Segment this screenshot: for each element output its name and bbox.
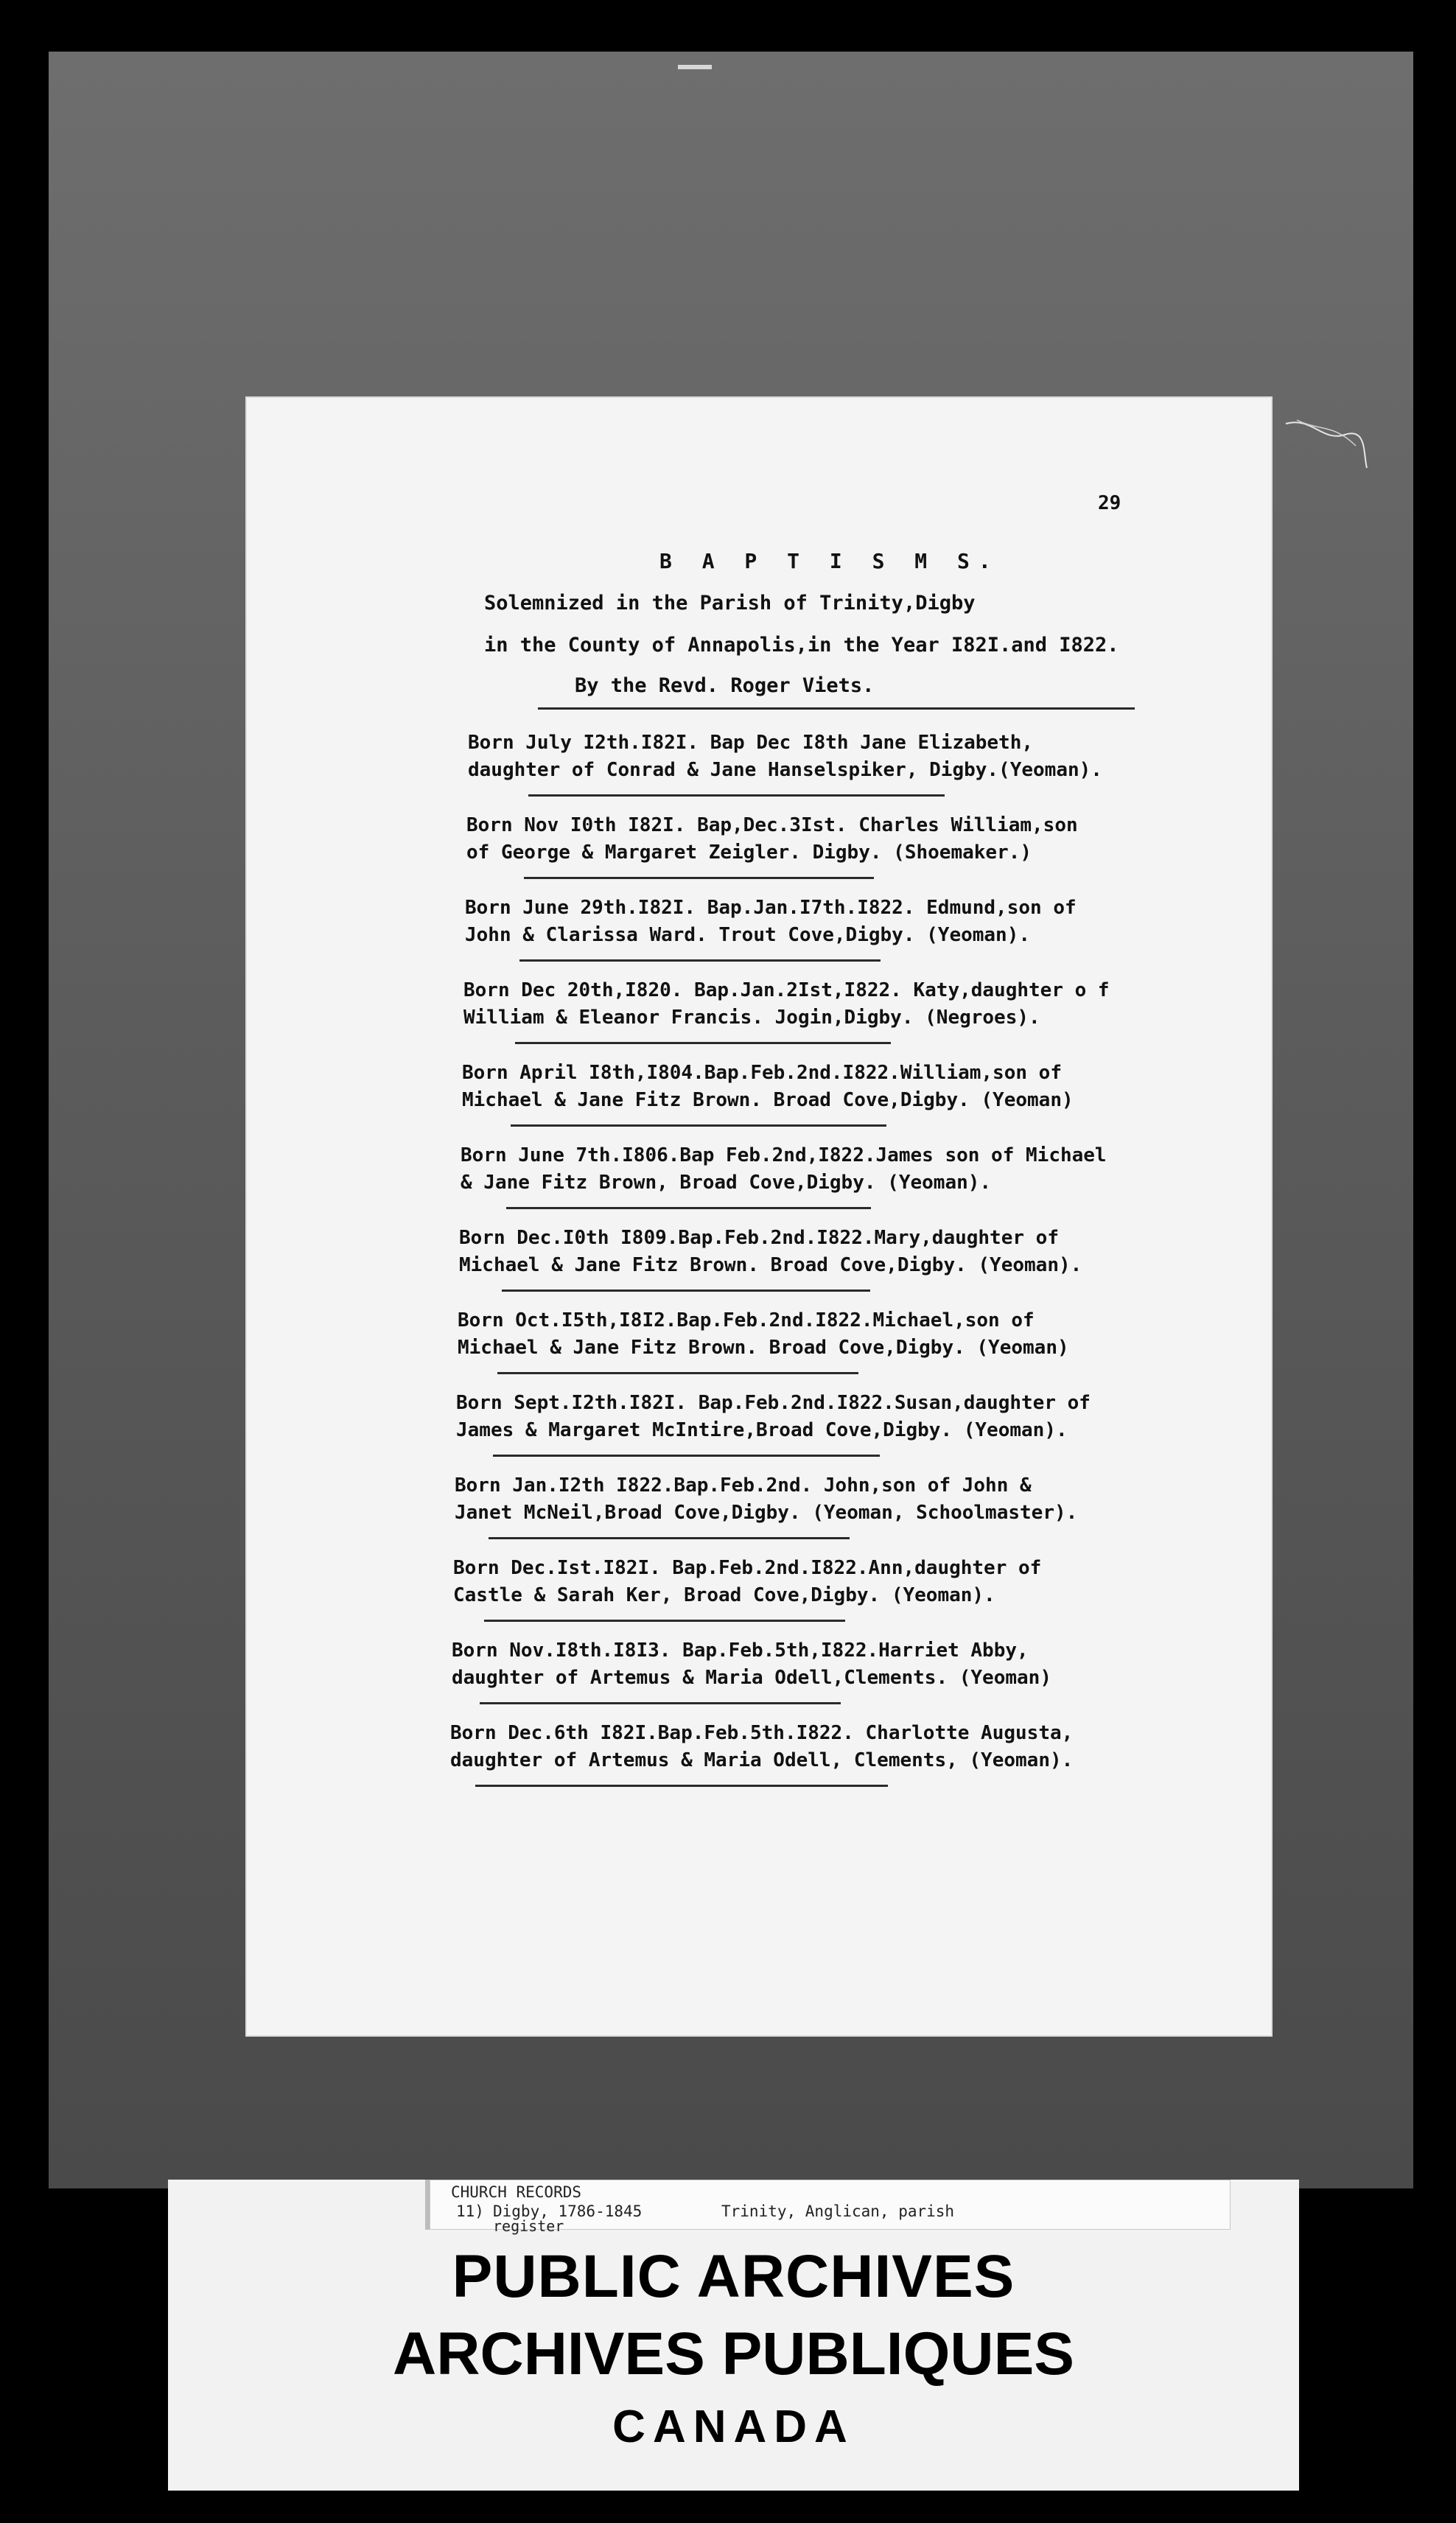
entry-divider bbox=[506, 1207, 871, 1209]
baptism-entry bbox=[453, 1555, 1205, 1609]
entry-divider bbox=[511, 1124, 886, 1127]
archives-name-english: PUBLIC ARCHIVES bbox=[452, 2243, 1015, 2310]
baptism-entry bbox=[468, 729, 1219, 784]
entry-divider bbox=[519, 959, 881, 962]
entry-line: Michael & Jane Fitz Brown. Broad Cove,Digby. (Yeoman). bbox=[459, 1254, 1082, 1276]
entry-divider bbox=[524, 877, 874, 879]
entry-line: daughter of Conrad & Jane Hanselspiker, Digby.(Yeoman). bbox=[468, 759, 1102, 781]
entry-divider bbox=[528, 794, 945, 797]
entry-line: daughter of Artemus & Maria Odell, Clements, (Yeoman). bbox=[450, 1749, 1074, 1771]
entry-line: Michael & Jane Fitz Brown. Broad Cove,Digby. (Yeoman) bbox=[458, 1337, 1069, 1359]
index-place: Digby, 1786-1845 bbox=[493, 2202, 643, 2220]
baptism-entry bbox=[459, 1225, 1211, 1279]
baptism-entry bbox=[452, 1637, 1203, 1692]
entry-line: Born June 29th.I82I. Bap.Jan.I7th.I822. Edmund,son of bbox=[465, 897, 1077, 919]
entry-line: Born Dec 20th,I820. Bap.Jan.2Ist,I822. Katy,daughter o f bbox=[463, 979, 1110, 1001]
header-line-parish: Solemnized in the Parish of Trinity,Digby bbox=[484, 592, 976, 615]
baptism-entry bbox=[466, 812, 1218, 867]
index-parish: Trinity, Anglican, parish bbox=[721, 2202, 955, 2220]
entry-line: Born Nov I0th I82I. Bap,Dec.3Ist. Charles William,son bbox=[466, 814, 1078, 836]
entry-line: of George & Margaret Zeigler. Digby. (Shoemaker.) bbox=[466, 841, 1032, 864]
entry-divider bbox=[497, 1372, 858, 1374]
entry-line: Born Dec.6th I82I.Bap.Feb.5th.I822. Charlotte Augusta, bbox=[450, 1722, 1074, 1744]
register-page bbox=[247, 398, 1271, 2035]
entry-line: John & Clarissa Ward. Trout Cove,Digby. (Yeoman). bbox=[465, 924, 1031, 946]
baptism-entry bbox=[458, 1307, 1209, 1362]
index-number: 11) bbox=[456, 2202, 484, 2220]
entry-line: Born Dec.I0th I809.Bap.Feb.2nd.I822.Mary,daughter of bbox=[459, 1227, 1059, 1249]
entry-divider bbox=[480, 1702, 841, 1704]
entry-divider bbox=[489, 1537, 850, 1539]
baptism-entry bbox=[455, 1472, 1206, 1527]
entry-line: William & Eleanor Francis. Jogin,Digby. (Negroes). bbox=[463, 1007, 1040, 1029]
entry-line: Born Nov.I8th.I8I3. Bap.Feb.5th,I822.Harriet Abby, bbox=[452, 1640, 1029, 1662]
entry-line: Born June 7th.I806.Bap Feb.2nd,I822.James son of Michael bbox=[461, 1144, 1107, 1166]
entry-line: & Jane Fitz Brown, Broad Cove,Digby. (Yeoman). bbox=[461, 1172, 992, 1194]
entry-line: Born Jan.I2th I822.Bap.Feb.2nd. John,son of John & bbox=[455, 1474, 1032, 1497]
entry-line: James & Margaret McIntire,Broad Cove,Digby. (Yeoman). bbox=[456, 1419, 1068, 1441]
header-line-minister: By the Revd. Roger Viets. bbox=[575, 674, 875, 697]
entry-divider bbox=[484, 1620, 845, 1622]
index-slip bbox=[430, 2180, 1231, 2235]
entry-line: Michael & Jane Fitz Brown. Broad Cove,Digby. (Yeoman) bbox=[462, 1089, 1074, 1111]
index-heading: CHURCH RECORDS bbox=[451, 2183, 582, 2201]
entry-line: Born July I2th.I82I. Bap Dec I8th Jane Elizabeth, bbox=[468, 732, 1034, 754]
archives-name-french: ARCHIVES PUBLIQUES bbox=[393, 2320, 1074, 2387]
page-title: B A P T I S M S. bbox=[659, 549, 1000, 573]
entry-line: Born Oct.I5th,I8I2.Bap.Feb.2nd.I822.Michael,son of bbox=[458, 1309, 1035, 1332]
baptism-entry bbox=[463, 977, 1215, 1032]
entry-divider bbox=[493, 1455, 880, 1457]
entry-line: Born April I8th,I804.Bap.Feb.2nd.I822.William,son of bbox=[462, 1062, 1062, 1084]
page-number: 29 bbox=[1098, 492, 1121, 514]
archives-country: CANADA bbox=[612, 2401, 855, 2452]
entry-line: Born Sept.I2th.I82I. Bap.Feb.2nd.I822.Susan,daughter of bbox=[456, 1392, 1091, 1414]
baptism-entry bbox=[450, 1720, 1202, 1774]
baptism-entry bbox=[461, 1142, 1212, 1197]
baptism-entry bbox=[465, 895, 1217, 949]
archives-label-card bbox=[168, 2180, 1299, 2491]
thread-fibre bbox=[1282, 409, 1371, 475]
entry-line: Castle & Sarah Ker, Broad Cove,Digby. (Yeoman). bbox=[453, 1584, 995, 1606]
header-line-county: in the County of Annapolis,in the Year I82I.and I822. bbox=[484, 634, 1119, 657]
entry-line: Janet McNeil,Broad Cove,Digby. (Yeoman, Schoolmaster). bbox=[455, 1502, 1078, 1524]
entry-divider bbox=[502, 1290, 870, 1292]
entry-divider bbox=[475, 1785, 888, 1787]
entry-line: Born Dec.Ist.I82I. Bap.Feb.2nd.I822.Ann,daughter of bbox=[453, 1557, 1042, 1579]
board-mark bbox=[678, 65, 712, 69]
entry-divider bbox=[515, 1042, 891, 1044]
header-divider bbox=[538, 707, 1135, 710]
baptism-entry bbox=[462, 1060, 1214, 1114]
baptism-entry bbox=[456, 1390, 1208, 1444]
index-register: register bbox=[493, 2217, 564, 2235]
entry-line: daughter of Artemus & Maria Odell,Clements. (Yeoman) bbox=[452, 1667, 1051, 1689]
